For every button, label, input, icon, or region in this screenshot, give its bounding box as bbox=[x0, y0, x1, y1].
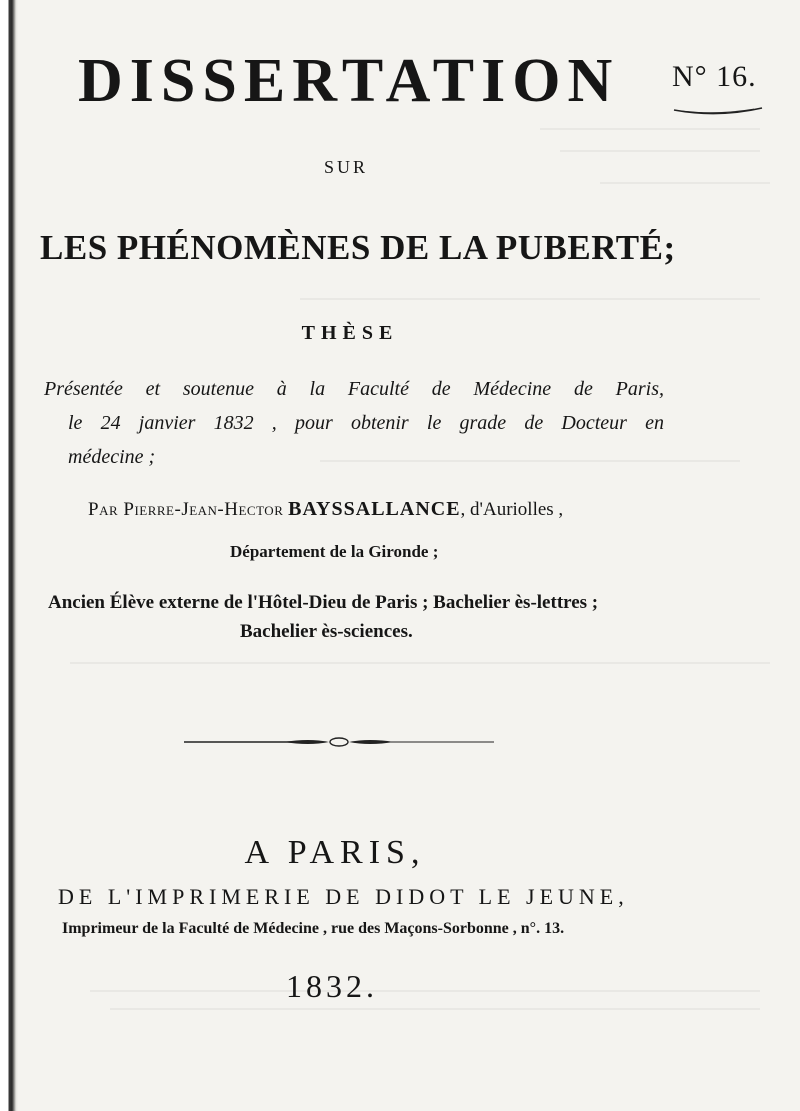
subject-title: LES PHÉNOMÈNES DE LA PUBERTÉ; bbox=[40, 228, 676, 267]
imprint-printer: DE L'IMPRIMERIE DE DIDOT LE JEUNE, bbox=[58, 884, 629, 909]
genre-heading: THÈSE bbox=[301, 322, 399, 344]
dissertation-number: N° 16. bbox=[672, 60, 757, 93]
author-origin: , d'Auriolles , bbox=[460, 499, 564, 520]
bleed-through-mark bbox=[90, 990, 760, 992]
bleed-through-mark bbox=[560, 150, 760, 152]
presentation-line: le 24 janvier 1832 , pour obtenir le grade de Docteur en bbox=[68, 412, 664, 434]
bleed-through-mark bbox=[110, 1008, 760, 1010]
presentation-line: médecine ; bbox=[68, 446, 156, 468]
ornamental-divider bbox=[184, 734, 494, 750]
author-surname: BAYSSALLANCE bbox=[288, 498, 461, 520]
presentation-statement bbox=[44, 372, 664, 474]
bleed-through-mark bbox=[300, 298, 760, 300]
bleed-through-mark bbox=[70, 662, 770, 664]
presentation-line: Présentée et soutenue à la Faculté de Médecine de Paris, bbox=[44, 378, 664, 400]
main-title: DISSERTATION bbox=[78, 47, 620, 115]
imprint-printer-detail: Imprimeur de la Faculté de Médecine , rue des Maçons-Sorbonne , n°. 13. bbox=[62, 920, 565, 937]
book-spine-edge bbox=[0, 0, 18, 1111]
author-line bbox=[88, 498, 563, 521]
bleed-through-mark bbox=[600, 182, 770, 184]
bleed-through-mark bbox=[540, 128, 760, 130]
author-department: Département de la Gironde ; bbox=[230, 542, 439, 561]
qualifications-line: Bachelier ès-sciences. bbox=[240, 621, 413, 642]
qualifications-line: Ancien Élève externe de l'Hôtel-Dieu de Paris ; Bachelier ès-lettres ; bbox=[48, 592, 599, 613]
number-underline-flourish bbox=[672, 104, 764, 118]
imprint-place: A PARIS, bbox=[244, 834, 426, 871]
preposition: SUR bbox=[323, 157, 368, 177]
author-prefix: Par Pierre-Jean-Hector bbox=[88, 499, 284, 520]
imprint-year: 1832. bbox=[286, 968, 378, 1004]
